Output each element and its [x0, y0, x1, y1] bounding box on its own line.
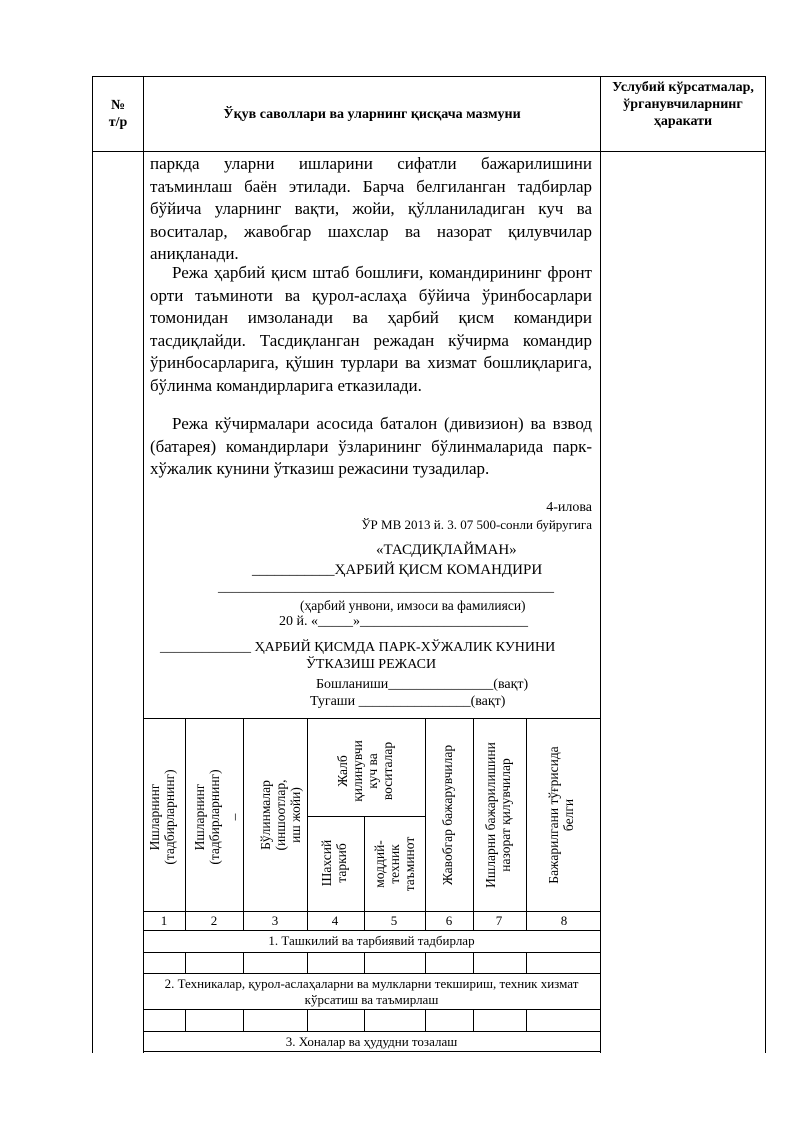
plan-vdiv-g: [526, 718, 527, 931]
plan-col-number-2: 2: [210, 913, 218, 928]
plan-col-number-3: 3: [271, 913, 279, 928]
plan-col-header-1: Ишларнинг (тадбирларнинг): [147, 769, 177, 865]
plan-row-line-2: [143, 973, 601, 974]
header-methods-col: Услубий кўрсатмалар, ўрганувчиларнинг ҳаракати: [612, 80, 754, 129]
outer-top-border: [92, 76, 766, 77]
row1-vdiv-c: [307, 952, 308, 973]
row2-vdiv-f: [473, 1009, 474, 1031]
plan-col-header-3: Бўлинмалар (иншоотлар, иш жойи): [258, 779, 303, 851]
row1-vdiv-a: [185, 952, 186, 973]
plan-col-header-8: Бажарилгани тўғрисида белги: [546, 746, 576, 884]
plan-vdiv-a: [185, 718, 186, 931]
plan-vdiv-b: [243, 718, 244, 931]
plan-end-time: Тугаши ________________(вақт): [310, 694, 506, 709]
plan-col-header-2: Ишларнинг (тадбирларнинг) _: [192, 769, 237, 865]
col-divider-1: [143, 76, 144, 1053]
plan-vdiv-d: [364, 816, 365, 931]
appendix-label: 4-илова: [546, 500, 592, 515]
plan-col-number-6: 6: [445, 913, 453, 928]
row1-vdiv-f: [473, 952, 474, 973]
header-content-col: Ўқув саволлари ва уларнинг қисқача мазмуни: [223, 107, 521, 122]
plan-col-header-4: Шахсий таркиб: [319, 839, 349, 887]
approval-sign-caption: (ҳарбий унвони, имзоси ва фамилияси): [300, 598, 526, 613]
paragraph-2: Режа ҳарбий қисм штаб бошлиғи, командирининг фронт орти таъминоти ва қурол-аслаҳа бўйича ўринбосарлари томонидан имзоланади ва ҳарбий қисм командири тасдиқлайди. Тасдиқланган режадан кўчирма командир ўринбосарларига, қўшин турлари ва хизмат бошлиқларига, бўлинма командирларига етказилади.: [150, 263, 592, 395]
plan-group-divider: [307, 816, 425, 817]
plan-row-line-5: [143, 1051, 601, 1052]
plan-row-line-3: [143, 1009, 601, 1010]
row2-vdiv-b: [243, 1009, 244, 1031]
plan-title-line1: _____________ ҲАРБИЙ ҚИСМДА ПАРК-ХЎЖАЛИК КУНИНИ: [160, 640, 556, 655]
plan-start-time: Бошланиши_______________(вақт): [316, 677, 529, 692]
plan-numbers-top: [143, 911, 601, 912]
outer-left-border: [92, 76, 93, 1053]
plan-col-number-4: 4: [331, 913, 339, 928]
plan-col-header-6: Жавобгар бажарувчилар: [440, 744, 455, 886]
plan-section-2: 2. Техникалар, қурол-аслаҳаларни ва мулкларни текшириш, техник хизмат кўрсатиш ва таъмирлаш: [164, 976, 579, 1007]
plan-section-3: 3. Хоналар ва ҳудудни тозалаш: [285, 1034, 458, 1049]
plan-row-line-1: [143, 952, 601, 953]
paragraph-1: паркда уларни ишларини сифатли бажарилишини таъминлаш баён этилади. Барча белгиланган тадбирлар бўйича уларнинг вақти, жойи, қўлланиладиган куч ва воситалар, жавобгар шахслар ва назорат қилувчилар аниқланади.: [150, 154, 592, 264]
row2-vdiv-e: [425, 1009, 426, 1031]
plan-vdiv-e: [425, 718, 426, 931]
approval-sign-line: ________________________________________________: [218, 580, 554, 595]
plan-title-line2: ЎТКАЗИШ РЕЖАСИ: [306, 657, 437, 672]
row2-vdiv-c: [307, 1009, 308, 1031]
approval-title: «ТАСДИҚЛАЙМАН»: [376, 542, 517, 558]
plan-col-header-7: Ишларни бажарилишини назорат қилувчилар: [483, 742, 513, 888]
approval-commander: ___________ҲАРБИЙ ҚИСМ КОМАНДИРИ: [252, 562, 543, 578]
plan-col-number-7: 7: [495, 913, 503, 928]
plan-vdiv-f: [473, 718, 474, 931]
header-bottom-border: [92, 151, 766, 152]
plan-col-header-5: моддий- техник таъминот: [372, 836, 417, 892]
plan-numbers-bottom: [143, 930, 601, 931]
plan-col-number-5: 5: [390, 913, 398, 928]
row2-vdiv-g: [526, 1009, 527, 1031]
approval-date-line: 20 й. «_____»________________________: [279, 614, 528, 629]
plan-group-header: Жалб қилинувчи куч ва воситалар: [335, 740, 395, 802]
outer-right-border: [765, 76, 766, 1053]
row1-vdiv-e: [425, 952, 426, 973]
col-divider-2: [600, 76, 601, 1053]
row2-vdiv-d: [364, 1009, 365, 1031]
header-number-col: № т/р: [108, 98, 128, 130]
plan-col-number-8: 8: [560, 913, 568, 928]
row1-vdiv-g: [526, 952, 527, 973]
plan-table-top: [143, 718, 601, 719]
order-reference: ЎР МВ 2013 й. 3. 07 500-сонли буйругига: [361, 517, 592, 532]
plan-vdiv-c: [307, 718, 308, 931]
row2-vdiv-a: [185, 1009, 186, 1031]
row1-vdiv-d: [364, 952, 365, 973]
plan-col-number-1: 1: [160, 913, 168, 928]
row1-vdiv-b: [243, 952, 244, 973]
plan-row-line-4: [143, 1031, 601, 1032]
plan-section-1: 1. Ташкилий ва тарбиявий тадбирлар: [268, 933, 475, 948]
paragraph-3: Режа кўчирмалари асосида баталон (дивизион) ва взвод (батарея) командирлари ўзларининг бўлинмаларида парк-хўжалик кунини ўтказиш режасини тузадилар.: [150, 414, 592, 479]
